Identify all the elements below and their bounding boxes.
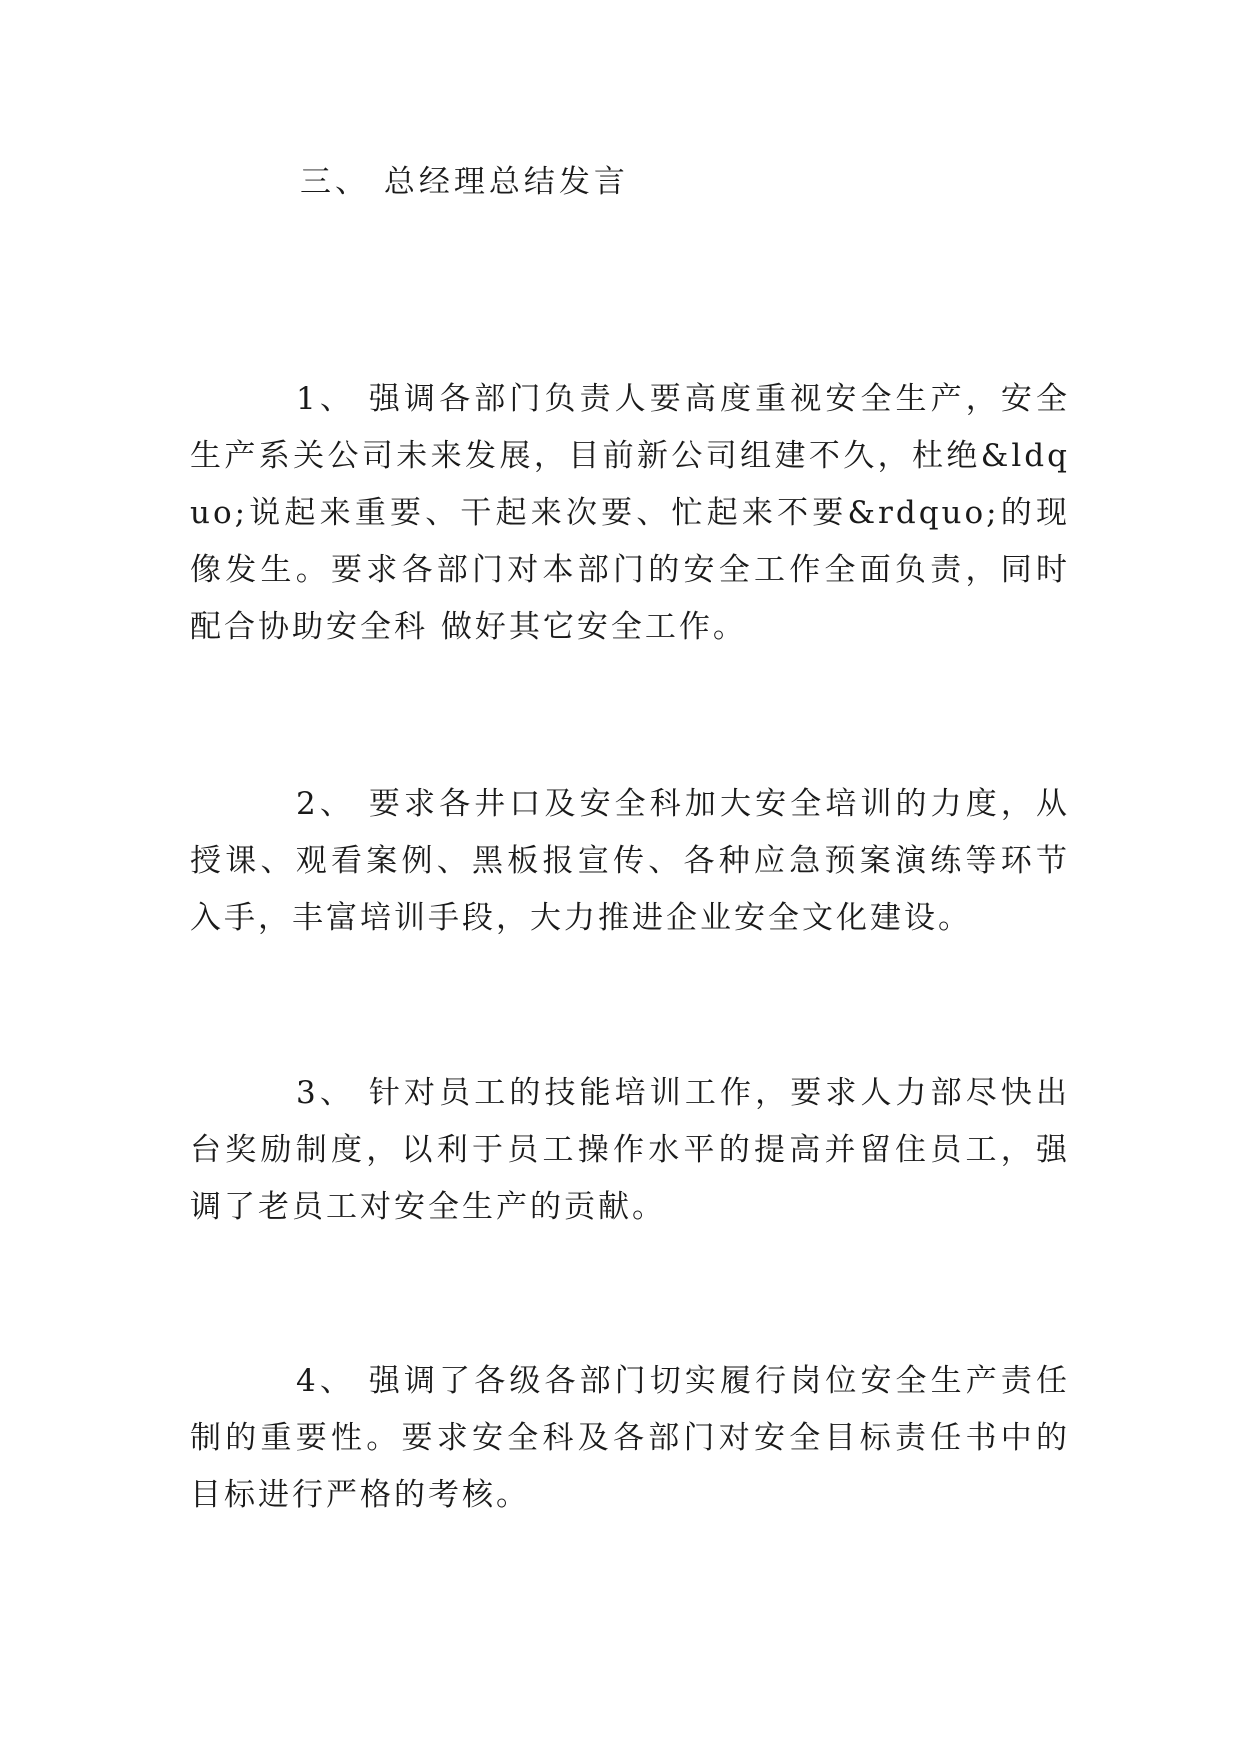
paragraph-3: 3、 针对员工的技能培训工作，要求人力部尽快出台奖励制度，以利于员工操作水平的提高并留住员工，强调了老员工对安全生产的贡献。 xyxy=(190,1075,1070,1225)
paragraph-1: 1、 强调各部门负责人要高度重视安全生产，安全生产系关公司未来发展，目前新公司组建不久，杜绝&ldquo;说起来重要、干起来次要、忙起来不要&rdquo;的现像发生。要求各部门对本部门的安全工作全面负责，同时配合协助安全科 做好其它安全工作。 xyxy=(190,381,1070,645)
paragraph-4: 4、 强调了各级各部门切实履行岗位安全生产责任制的重要性。要求安全科及各部门对安全目标责任书中的目标进行严格的考核。 xyxy=(190,1363,1070,1513)
paragraph-2: 2、 要求各井口及安全科加大安全培训的力度，从授课、观看案例、黑板报宣传、各种应急预案演练等环节入手，丰富培训手段，大力推进企业安全文化建设。 xyxy=(190,786,1070,936)
section-heading: 三、 总经理总结发言 xyxy=(300,164,629,200)
